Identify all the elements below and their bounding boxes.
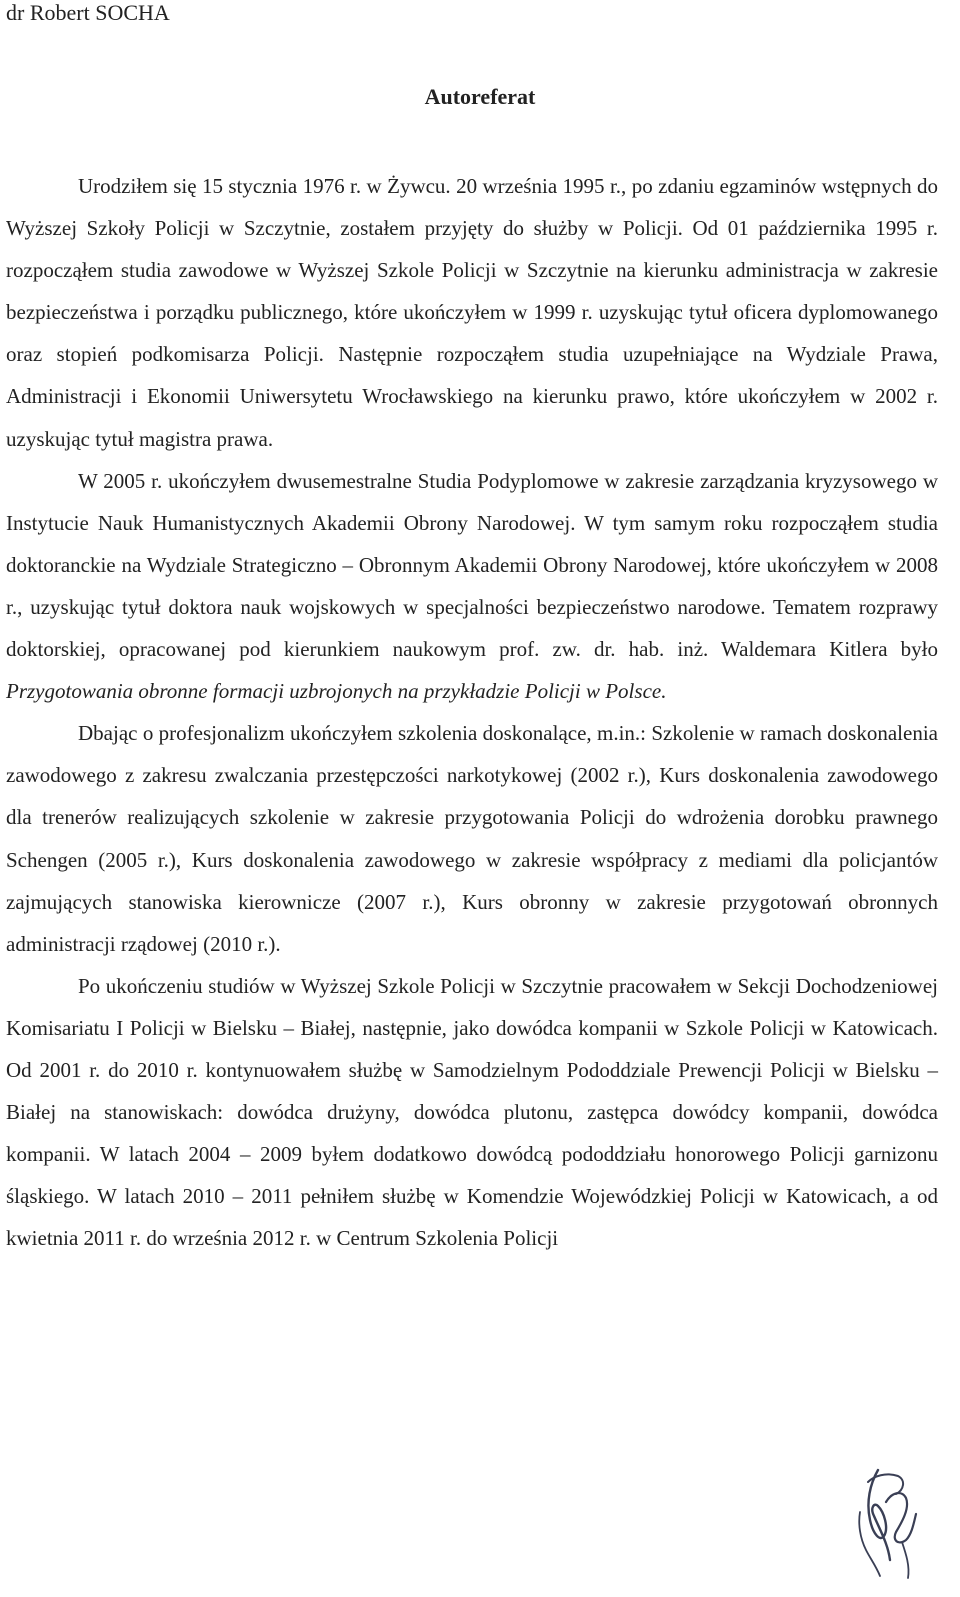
author-name: dr Robert SOCHA [6, 0, 170, 25]
handwritten-signature-icon [840, 1462, 930, 1582]
paragraph-postgraduate-text: W 2005 r. ukończyłem dwusemestralne Studia Podyplomowe w zakresie zarządzania kryzysowego w Instytucie Nauk Humanistycznych Akademii Obrony Narodowej. W tym samym roku rozpocząłem studia doktoranckie na Wydziale Strategiczno – Obronnym Akademii Obrony Narodowej, które ukończyłem w 2008 r., uzyskując tytuł doktora nauk wojskowych w specjalności bezpieczeństwo narodowe. Tematem rozprawy doktorskiej, opracowanej pod kierunkiem naukowym prof. zw. dr. hab. inż. Waldemara Kitlera było [6, 468, 938, 662]
document-title: Autoreferat [424, 84, 536, 109]
document-body [6, 165, 938, 1259]
paragraph-postgraduate [6, 460, 938, 713]
paragraph-education: Urodziłem się 15 stycznia 1976 r. w Żywcu. 20 września 1995 r., po zdaniu egzaminów wstępnych do Wyższej Szkoły Policji w Szczytnie, zostałem przyjęty do służby w Policji. Od 01 października 1995 r. rozpocząłem studia zawodowe w Wyższej Szkole Policji w Szczytnie na kierunku administracja w zakresie bezpieczeństwa i porządku publicznego, które ukończyłem w 1999 r. uzyskując tytuł oficera dyplomowanego oraz stopień podkomisarza Policji. Następnie rozpocząłem studia uzupełniające na Wydziale Prawa, Administracji i Ekonomii Uniwersytetu Wrocławskiego na kierunku prawo, które ukończyłem w 2002 r. uzyskując tytuł magistra prawa. [6, 174, 938, 451]
paragraph-career: Po ukończeniu studiów w Wyższej Szkole Policji w Szczytnie pracowałem w Sekcji Dochodzeniowej Komisariatu I Policji w Bielsku – Białej, następnie, jako dowódca kompanii w Szkole Policji w Katowicach. Od 2001 r. do 2010 r. kontynuowałem służbę w Samodzielnym Pododdziale Prewencji Policji w Bielsku – Białej na stanowiskach: dowódca drużyny, dowódca plutonu, zastępca dowódcy kompanii, dowódca kompanii. W latach 2004 – 2009 byłem dodatkowo dowódcą pododdziału honorowego Policji garnizonu śląskiego. W latach 2010 – 2011 pełniłem służbę w Komendzie Wojewódzkiej Policji w Katowicach, a od kwietnia 2011 r. do września 2012 r. w Centrum Szkolenia Policji [6, 973, 938, 1251]
paragraph-training: Dbając o profesjonalizm ukończyłem szkolenia doskonalące, m.in.: Szkolenie w ramach doskonalenia zawodowego z zakresu zwalczania przestępczości narkotykowej (2002 r.), Kurs doskonalenia zawodowego dla trenerów realizujących szkolenie w zakresie przygotowania Policji do wdrożenia dorobku prawnego Schengen (2005 r.), Kurs doskonalenia zawodowego w zakresie współpracy z mediami dla policjantów zajmujących stanowiska kierownicze (2007 r.), Kurs obronny w zakresie przygotowań obronnych administracji rządowej (2010 r.). [6, 721, 938, 956]
thesis-title: Przygotowania obronne formacji uzbrojonych na przykładzie Policji w Polsce. [6, 679, 667, 704]
